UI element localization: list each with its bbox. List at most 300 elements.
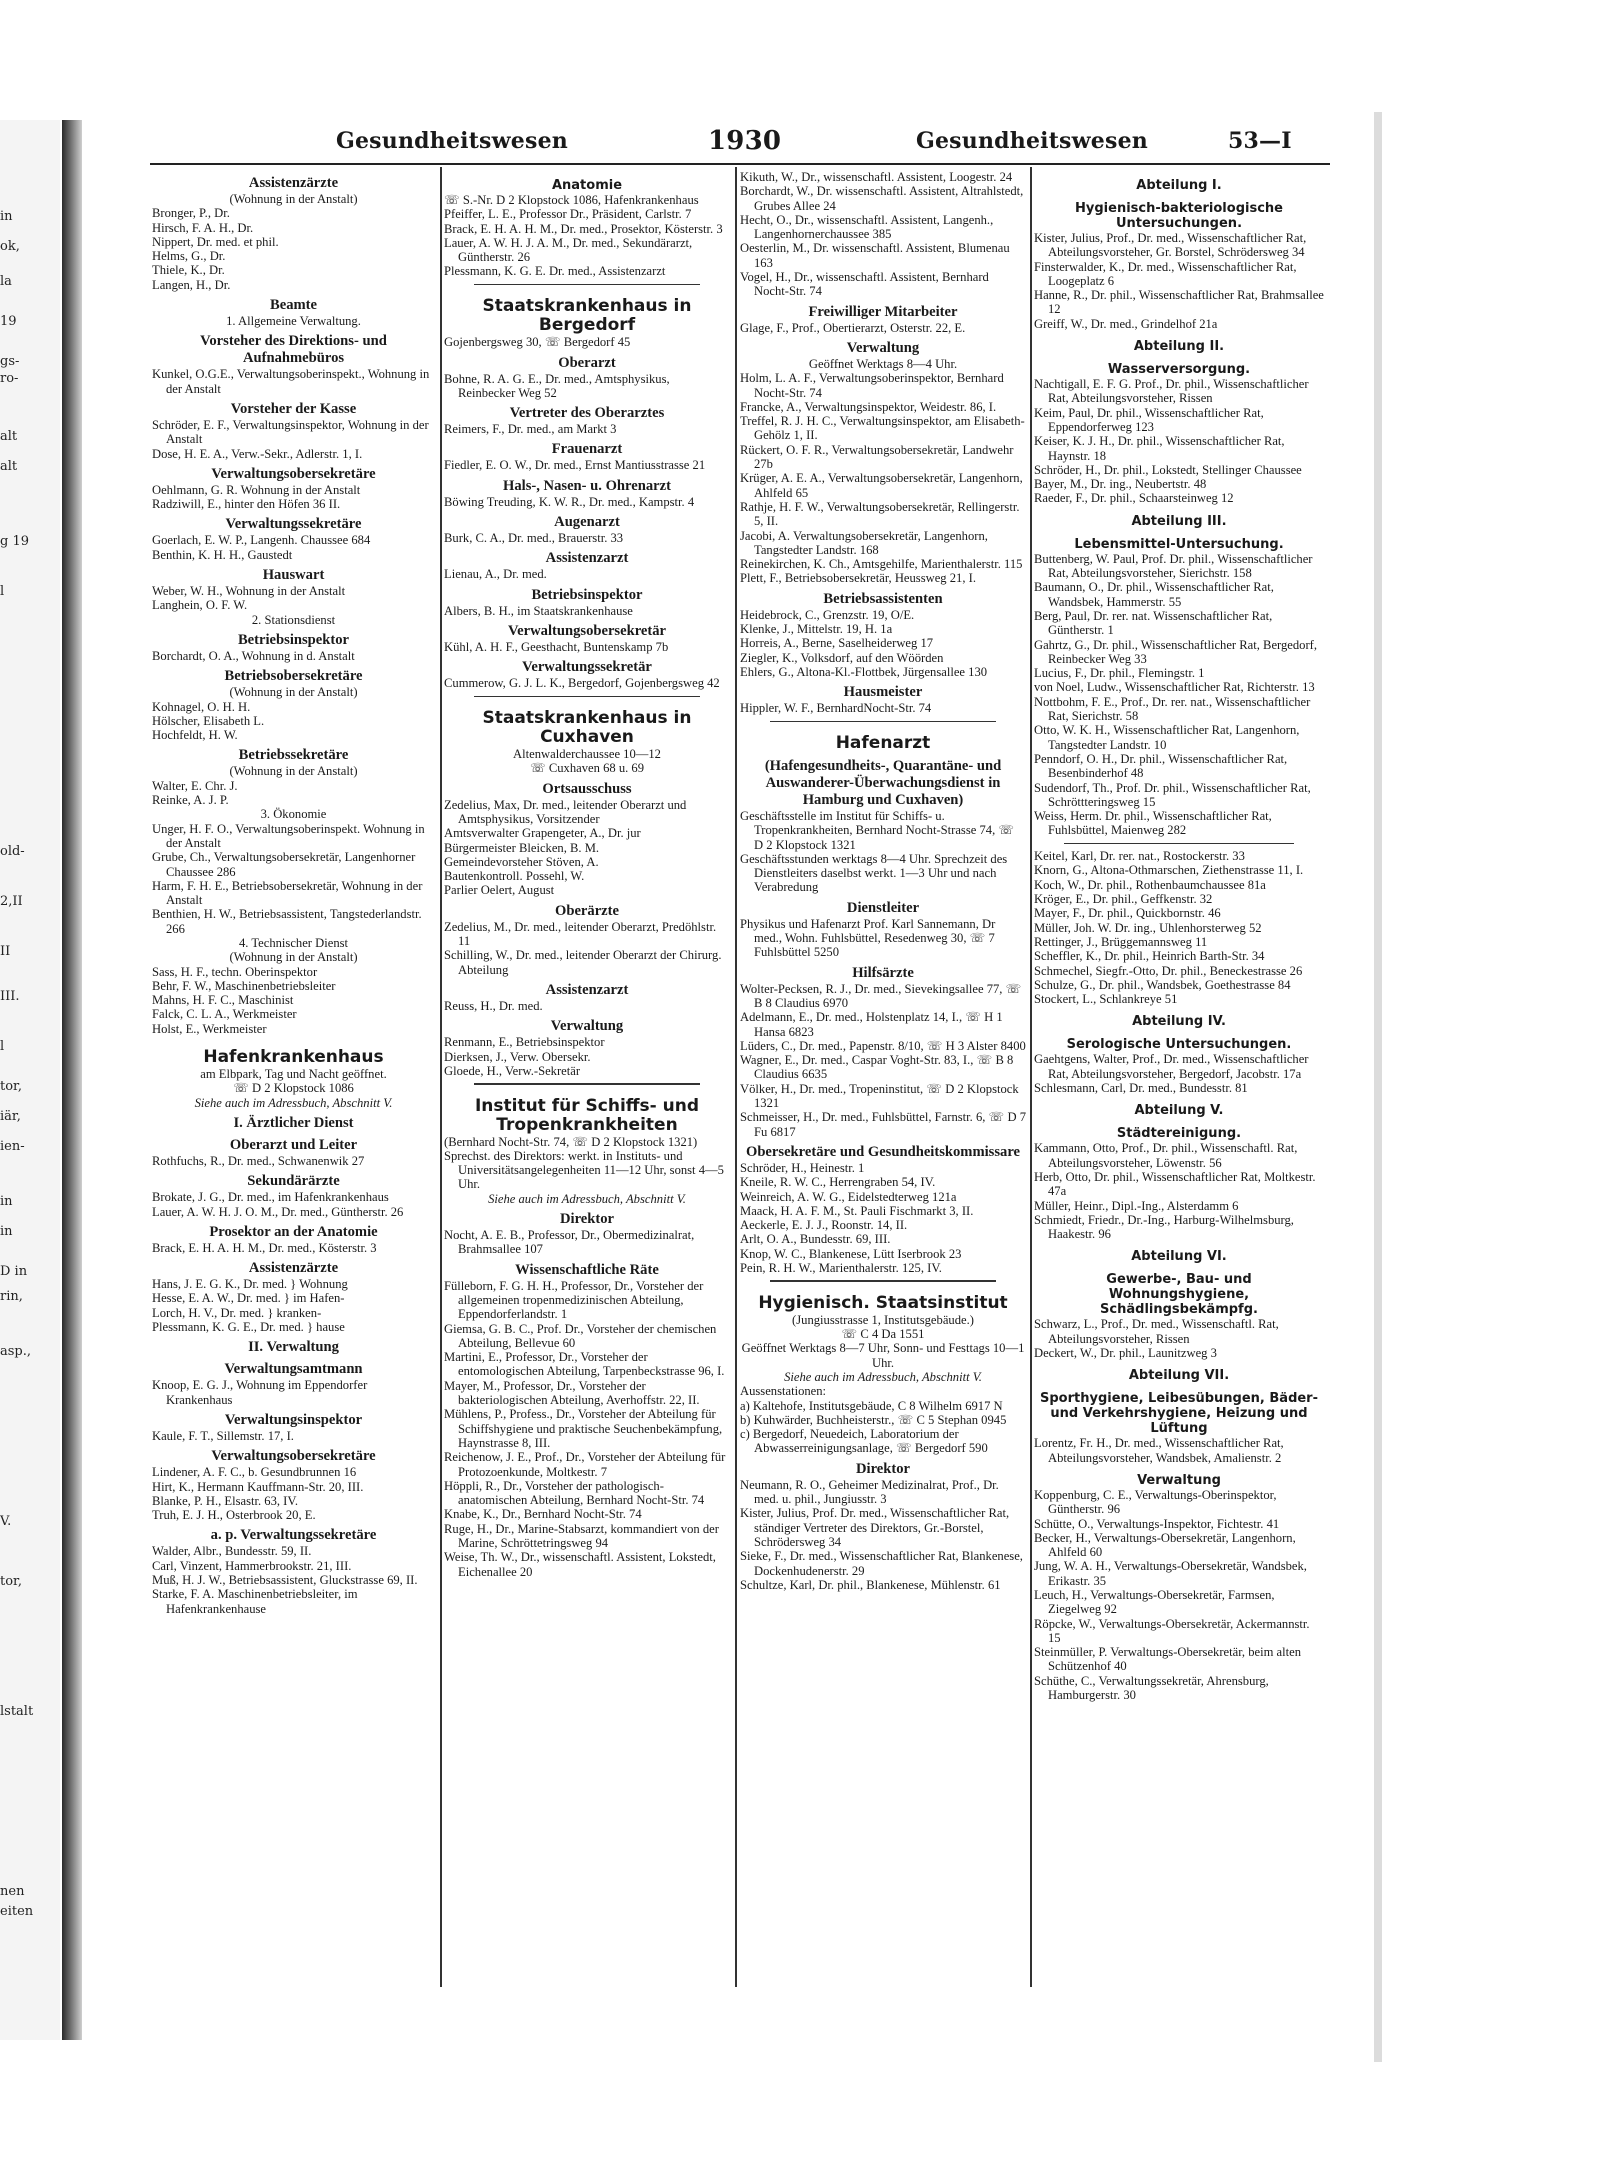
directory-entry: Gaehtgens, Walter, Prof., Dr. med., Wissenschaftlicher Rat, Abteilungsvorsteher, Bergedorf, Jacobstr. 17a <box>1034 1052 1309 1081</box>
margin-snippet: g 19 <box>0 535 29 549</box>
directory-entry: Reichenow, J. E., Prof., Dr., Vorsteher der Abteilung für Protozoenkunde, Moltkestr. 7 <box>444 1450 726 1479</box>
margin-snippet: rin, <box>0 1290 23 1304</box>
section-heading: Assistenzärzte <box>248 1260 339 1277</box>
center-note: ☏ D 2 Klopstock 1086 <box>233 1081 354 1096</box>
directory-entry: Gloede, H., Verw.-Sekretär <box>444 1063 581 1078</box>
directory-entry: Koch, W., Dr. phil., Rothenbaumchaussee 81a <box>1034 877 1266 892</box>
directory-entry: Vogel, H., Dr., wissenschaftl. Assistent, Bernhard Nocht-Str. 74 <box>740 270 989 299</box>
directory-entry: Hans, J. E. G. K., Dr. med. } Wohnung <box>152 1277 348 1292</box>
directory-entry: Müller, Joh. W. Dr. ing., Uhlenhorsterweg 52 <box>1034 920 1262 935</box>
section-subheading: (Wohnung in der Anstalt) <box>229 950 358 965</box>
directory-entry: Horreis, A., Berne, Saselheiderweg 17 <box>740 636 934 651</box>
directory-entry: Gojenbergsweg 30, ☏ Bergedorf 45 <box>444 335 631 350</box>
directory-entry: b) Kuhwärder, Buchheisterstr., ☏ C 5 Stephan 0945 <box>740 1412 1007 1427</box>
directory-entry: Raeder, F., Dr. phil., Schaarsteinweg 12 <box>1034 491 1234 506</box>
directory-entry: Sieke, F., Dr. med., Wissenschaftlicher Rat, Blankenese, Dockenhudenerstr. 29 <box>740 1549 1023 1578</box>
section-heading: Verwaltungssekretäre <box>225 516 362 533</box>
section-heading: Verwaltungsobersekretär <box>507 622 667 639</box>
margin-snippet: ien- <box>0 1140 25 1154</box>
directory-entry: Nachtigall, E. F. G. Prof., Dr. phil., Wissenschaftlicher Rat, Abteilungsvorsteher, Rissen <box>1034 377 1309 406</box>
section-heading: Ortsausschuss <box>542 780 632 797</box>
directory-entry: Böwing Treuding, K. W. R., Dr. med., Kampstr. 4 <box>444 494 695 509</box>
directory-entry: Lindener, A. F. C., b. Gesundbrunnen 16 <box>152 1465 357 1480</box>
margin-snippet: tor, <box>0 1575 22 1589</box>
directory-entry: Goerlach, E. W. P., Langenh. Chaussee 684 <box>152 533 371 548</box>
center-note: Geöffnet Werktags 8—7 Uhr, Sonn- und Festtags 10—1 Uhr. <box>741 1341 1025 1370</box>
margin-snippet: l <box>0 585 5 599</box>
institution-heading: Hygienisch. Staatsinstitut <box>758 1292 1008 1313</box>
directory-entry: Fülleborn, F. G. H. H., Professor, Dr., Vorsteher der allgemeinen tropenmedizinischen Abteilung, Eppendorferlandstr. 1 <box>444 1278 704 1322</box>
department-heading: Städtereinigung. <box>1116 1126 1242 1142</box>
directory-entry: Neumann, R. O., Geheimer Medizinalrat, Prof., Dr. med. u. phil., Jungiusstr. 3 <box>740 1477 999 1507</box>
section-subheading: 3. Ökonomie <box>260 807 327 822</box>
margin-snippet: in <box>0 1225 13 1239</box>
directory-entry: Heidebrock, C., Grenzstr. 19, O/E. <box>740 607 915 622</box>
directory-entry: Zedelius, M., Dr. med., leitender Oberarzt, Predöhlstr. 11 <box>444 919 717 949</box>
section-heading: Vorsteher des Direktions- und Aufnahmebüros <box>200 333 387 367</box>
margin-snippet: in <box>0 210 13 224</box>
section-heading: Wissenschaftliche Räte <box>515 1261 659 1278</box>
margin-snippet: 19 <box>0 315 17 329</box>
directory-entry: Langhein, O. F. W. <box>152 598 248 613</box>
directory-entry: Bayer, M., Dr. ing., Neubertstr. 48 <box>1034 477 1207 492</box>
margin-snippet: V. <box>0 1515 12 1529</box>
section-subheading: (Wohnung in der Anstalt) <box>229 685 358 700</box>
directory-entry: Becker, H., Verwaltungs-Obersekretär, Langenhorn, Ahlfeld 60 <box>1034 1530 1296 1560</box>
reference-note: Siehe auch im Adressbuch, Abschnitt V. <box>784 1370 982 1384</box>
directory-entry: Keitel, Karl, Dr. rer. nat., Rostockerstr. 33 <box>1034 849 1245 864</box>
directory-entry: Holst, E., Werkmeister <box>152 1021 267 1036</box>
reference-note: Siehe auch im Adressbuch, Abschnitt V. <box>488 1191 686 1206</box>
directory-entry: Aeckerle, E. J. J., Roonstr. 14, II. <box>740 1218 908 1233</box>
directory-entry: Blanke, P. H., Elsastr. 63, IV. <box>152 1493 298 1508</box>
directory-entry: Albers, B. H., im Staatskrankenhause <box>444 603 633 618</box>
directory-entry: Brack, E. H. A. H. M., Dr. med., Prosektor, Kösterstr. 3 <box>444 221 723 236</box>
section-heading: Betriebsassistenten <box>823 590 943 607</box>
column-4 <box>1034 170 1324 1990</box>
section-heading: Prosektor an der Anatomie <box>209 1223 378 1240</box>
directory-entry: ☏ S.-Nr. D 2 Klopstock 1086, Hafenkrankenhaus <box>444 193 699 207</box>
section-heading: Vorsteher der Kasse <box>230 400 357 417</box>
directory-entry: Borchardt, W., Dr. wissenschaftl. Assistent, Altrahlstedt, Grubes Allee 24 <box>740 184 1024 213</box>
margin-snippet: II <box>0 945 11 959</box>
directory-entry: Lüders, C., Dr. med., Papenstr. 8/10, ☏ H 3 Alster 8400 <box>740 1038 1026 1053</box>
directory-entry: Knorn, G., Altona-Othmarschen, Ziethenstrasse 11, I. <box>1034 863 1304 878</box>
directory-entry: Kunkel, O.G.E., Verwaltungsoberinspekt., Wohnung in der Anstalt <box>152 367 430 396</box>
directory-entry: Mayer, M., Professor, Dr., Vorsteher der bakteriologischen Abteilung, Averhoffstr. 22, II. <box>444 1378 700 1408</box>
directory-entry: Herb, Otto, Dr. phil., Wissenschaftlicher Rat, Moltkestr. 47a <box>1034 1169 1316 1199</box>
directory-entry: Sprechst. des Direktors: werkt. in Instituts- und Universitätsangelegenheiten 11—12 Uhr, sonst 4—5 Uhr. <box>444 1148 724 1192</box>
directory-entry: Knoop, E. G. J., Wohnung im Eppendorfer Krankenhaus <box>152 1378 368 1407</box>
directory-entry: a) Kaltehofe, Institutsgebäude, C 8 Wilhelm 6917 N <box>740 1398 1003 1413</box>
directory-entry: Weber, W. H., Wohnung in der Anstalt <box>152 584 346 599</box>
section-heading: Direktor <box>559 1211 615 1228</box>
directory-entry: Nocht, A. E. B., Professor, Dr., Obermedizinalrat, Brahmsallee 107 <box>444 1228 695 1257</box>
department-heading: Abteilung II. <box>1133 339 1225 355</box>
section-heading: Betriebssekretäre <box>238 747 349 764</box>
section-subheading: 1. Allgemeine Verwaltung. <box>226 314 361 329</box>
margin-snippet: asp., <box>0 1345 32 1359</box>
directory-entry: Hesse, E. A. W., Dr. med. } im Hafen- <box>152 1291 345 1306</box>
directory-entry: Schmechel, Siegfr.-Otto, Dr. phil., Beneckestrasse 26 <box>1034 963 1303 978</box>
center-note: ☏ C 4 Da 1551 <box>841 1327 925 1342</box>
directory-entry: Berg, Paul, Dr. rer. nat. Wissenschaftlicher Rat, Güntherstr. 1 <box>1034 608 1273 638</box>
ornament-rule <box>474 284 700 286</box>
directory-entry: Hanne, R., Dr. phil., Wissenschaftlicher Rat, Brahmsallee 12 <box>1034 288 1324 317</box>
directory-entry: Keim, Paul, Dr. phil., Wissenschaftlicher Rat, Eppendorferweg 123 <box>1034 405 1264 434</box>
directory-entry: Reinekirchen, K. Ch., Amtsgehilfe, Marienthalerstr. 115 <box>740 557 1023 572</box>
directory-entry: Fiedler, E. O. W., Dr. med., Ernst Mantiusstrasse 21 <box>444 458 706 473</box>
institution-heading: Hafenarzt <box>835 733 931 753</box>
directory-entry: Mayer, F., Dr. phil., Quickbornstr. 46 <box>1034 906 1221 921</box>
column-2 <box>444 170 730 1990</box>
ornament-rule <box>770 1280 996 1282</box>
margin-snippet: in <box>0 1195 13 1209</box>
directory-entry: Benthien, H. W., Betriebsassistent, Tangstederlandstr. 266 <box>152 907 422 936</box>
section-heading: Dienstleiter <box>846 899 920 916</box>
section-heading: Verwaltungssekretär <box>522 659 652 676</box>
header-left-title: Gesundheitswesen <box>336 128 568 154</box>
department-heading: Anatomie <box>551 178 623 193</box>
directory-entry: Schilling, W., Dr. med., leitender Oberarzt der Chirurg. Abteilung <box>444 948 722 977</box>
directory-entry: Amtsverwalter Grapengeter, A., Dr. jur <box>444 826 641 841</box>
directory-entry: Brokate, J. G., Dr. med., im Hafenkrankenhaus <box>152 1190 389 1205</box>
directory-entry: Steinmüller, P. Verwaltungs-Obersekretär, beim alten Schützenhof 40 <box>1034 1645 1302 1674</box>
directory-entry: Ruge, H., Dr., Marine-Stabsarzt, kommandiert von der Marine, Schröttetringsweg 94 <box>444 1521 719 1551</box>
column-1 <box>152 170 435 1990</box>
margin-snippet: old- <box>0 845 25 859</box>
institution-heading: Hafenkrankenhaus <box>203 1047 384 1068</box>
margin-snippet: 2,II <box>0 895 23 909</box>
directory-entry: Arlt, O. A., Bundesstr. 69, III. <box>740 1232 891 1247</box>
margin-snippet: III. <box>0 990 20 1004</box>
directory-entry: Starke, F. A. Maschinenbetriebsleiter, im Hafenkrankenhause <box>152 1587 358 1616</box>
directory-entry: (Bernhard Nocht-Str. 74, ☏ D 2 Klopstock 1321) <box>444 1134 698 1149</box>
department-heading: Wasserversorgung. <box>1107 362 1251 378</box>
directory-entry: Müller, Heinr., Dipl.-Ing., Alsterdamm 6 <box>1034 1198 1239 1213</box>
margin-snippet: l <box>0 1040 5 1054</box>
directory-entry: Finsterwalder, K., Dr. med., Wissenschaftlicher Rat, Loogeplatz 6 <box>1034 259 1297 288</box>
header-rule <box>150 163 1330 165</box>
directory-entry: Behr, F. W., Maschinenbetriebsleiter <box>152 978 336 993</box>
section-subheading: 4. Technischer Dienst <box>238 935 349 950</box>
directory-entry: Physikus und Hafenarzt Prof. Karl Sannemann, Dr med., Wohn. Fuhlsbüttel, Resedenweg 30, ☏ 7 Fuhlsbüttel 5250 <box>740 916 996 960</box>
directory-entry: Kikuth, W., Dr., wissenschaftl. Assistent, Loogestr. 24 <box>740 170 1013 184</box>
directory-entry: Otto, W. K. H., Wissenschaftlicher Rat, Langenhorn, Tangstedter Landstr. 10 <box>1034 723 1300 752</box>
section-heading: Obersekretäre und Gesundheitskommissare <box>745 1143 1021 1160</box>
directory-entry: Schütte, O., Verwaltungs-Inspektor, Fichtestr. 41 <box>1034 1516 1280 1531</box>
directory-entry: Sudendorf, Th., Prof. Dr. phil., Wissenschaftlicher Rat, Schröttteringsweg 15 <box>1034 780 1311 809</box>
directory-entry: Aussenstationen: <box>740 1384 827 1399</box>
directory-entry: Kammann, Otto, Prof., Dr. phil., Wissenschaftl. Rat, Abteilungsvorsteher, Löwenstr. 56 <box>1034 1141 1298 1170</box>
directory-entry: Rettinger, J., Brüggemannsweg 11 <box>1034 934 1208 949</box>
center-note: Altenwalderchaussee 10—12 <box>513 747 661 762</box>
directory-entry: Weinreich, A. W. G., Eidelstedterweg 121a <box>740 1189 957 1204</box>
directory-entry: Lorentz, Fr. H., Dr. med., Wissenschaftlicher Rat, Abteilungsvorsteher, Wandsbek, Amalienstr. 2 <box>1034 1436 1284 1465</box>
directory-entry: Adelmann, E., Dr. med., Holstenplatz 14, I., ☏ H 1 Hansa 6823 <box>740 1010 1003 1039</box>
directory-entry: Knop, W. C., Blankenese, Lütt Iserbrook 23 <box>740 1246 962 1261</box>
page-edge <box>1374 112 1382 2062</box>
directory-entry: Nippert, Dr. med. et phil. <box>152 234 279 249</box>
header-year: 1930 <box>708 126 782 156</box>
ornament-rule <box>770 721 996 723</box>
department-heading: Abteilung III. <box>1131 513 1227 529</box>
section-heading: Oberarzt <box>558 354 616 371</box>
directory-entry: Truh, E. J. H., Osterbrook 20, E. <box>152 1508 316 1523</box>
center-note: Geöffnet Werktags 8—4 Uhr. <box>808 356 958 371</box>
directory-entry: Kröger, E., Dr. phil., Geffkenstr. 32 <box>1034 892 1213 907</box>
header-right-title: Gesundheitswesen <box>916 128 1148 154</box>
department-heading: Abteilung VII. <box>1128 1368 1230 1384</box>
directory-entry: Plessmann, K. G. E. Dr. med., Assistenzarzt <box>444 264 666 279</box>
directory-entry: Kohnagel, O. H. H. <box>152 699 251 714</box>
directory-entry: Penndorf, O. H., Dr. phil., Wissenschaftlicher Rat, Besenbinderhof 48 <box>1034 751 1288 781</box>
section-heading: Hausmeister <box>843 684 923 701</box>
directory-entry: Giemsa, G. B. C., Prof. Dr., Vorsteher der chemischen Abteilung, Bellevue 60 <box>444 1321 717 1350</box>
directory-entry: Thiele, K., Dr. <box>152 263 225 278</box>
directory-entry: Schüthe, C., Verwaltungssekretär, Ahrensburg, Hamburgerstr. 30 <box>1034 1673 1269 1703</box>
column-rule-1 <box>440 167 442 1987</box>
directory-entry: Langen, H., Dr. <box>152 277 231 292</box>
ornament-rule <box>474 1083 700 1085</box>
ornament-rule <box>474 696 700 698</box>
directory-entry: Ziegler, K., Volksdorf, auf den Wöörden <box>740 650 944 665</box>
department-heading: Lebensmittel-Untersuchung. <box>1074 536 1284 552</box>
directory-entry: Rothfuchs, R., Dr. med., Schwanenwik 27 <box>152 1153 365 1168</box>
department-heading: Hygienisch-bakteriologische Untersuchungen. <box>1075 201 1283 231</box>
page-number: 53—I <box>1228 128 1292 154</box>
directory-entry: Schwarz, L., Prof., Dr. med., Wissenschaftl. Rat, Abteilungsvorsteher, Rissen <box>1034 1317 1279 1346</box>
section-heading: Verwaltung <box>846 339 920 356</box>
directory-entry: Helms, G., Dr. <box>152 249 226 264</box>
section-heading: (Hafengesundheits-, Quarantäne- und Auswanderer-Überwachungsdienst in Hamburg und Cuxhaven) <box>764 758 1002 808</box>
running-header <box>84 126 1374 160</box>
directory-entry: Oesterlin, M., Dr. wissenschaftl. Assistent, Blumenau 163 <box>740 241 1010 270</box>
directory-entry: Carl, Vinzent, Hammerbrookstr. 21, III. <box>152 1558 352 1573</box>
directory-entry: Cummerow, G. J. L. K., Bergedorf, Gojenbergsweg 42 <box>444 676 720 691</box>
directory-entry: Bronger, P., Dr. <box>152 206 230 221</box>
directory-entry: Reinke, A. J. P. <box>152 793 229 808</box>
directory-entry: Dierksen, J., Verw. Obersekr. <box>444 1049 591 1064</box>
section-heading: Verwaltungsobersekretäre <box>211 465 376 482</box>
directory-entry: Kister, Julius, Prof. Dr. med., Wissenschaftlicher Rat, ständiger Vertreter des Direktors, Gr.-Borstel, Schrödersweg 34 <box>740 1506 1010 1549</box>
section-heading: Oberarzt und Leiter <box>229 1136 358 1153</box>
directory-entry: Kister, Julius, Prof., Dr. med., Wissenschaftlicher Rat, Abteilungsvorsteher, Gr. Borstel, Schrödersweg 34 <box>1034 231 1307 260</box>
directory-entry: Bohne, R. A. G. E., Dr. med., Amtsphysikus, Reinbecker Weg 52 <box>444 371 670 400</box>
book-spine <box>62 120 82 2040</box>
directory-entry: Bautenkontroll. Possehl, W. <box>444 869 585 884</box>
section-subheading: (Wohnung in der Anstalt) <box>229 192 358 206</box>
department-heading: Serologische Untersuchungen. <box>1066 1037 1292 1053</box>
directory-entry: Lienau, A., Dr. med. <box>444 567 547 582</box>
section-heading: Vertreter des Oberarztes <box>509 405 665 422</box>
directory-entry: Hippler, W. F., BernhardNocht-Str. 74 <box>740 701 932 716</box>
directory-entry: Höppli, R., Dr., Vorsteher der pathologisch-anatomischen Abteilung, Bernhard Nocht-Str. 74 <box>444 1478 705 1508</box>
directory-entry: Klenke, J., Mittelstr. 19, H. 1a <box>740 622 893 637</box>
section-heading: Augenarzt <box>554 514 620 531</box>
directory-entry: Pfeiffer, L. E., Professor Dr., Präsident, Carlstr. 7 <box>444 207 692 222</box>
directory-entry: Walder, Albr., Bundesstr. 59, II. <box>152 1544 312 1559</box>
section-subheading: 2. Stationsdienst <box>251 612 336 627</box>
margin-snippet: tor, <box>0 1080 22 1094</box>
directory-entry: Borchardt, O. A., Wohnung in d. Anstalt <box>152 648 355 663</box>
directory-entry: Martini, E., Professor, Dr., Vorsteher der entomologischen Abteilung, Tarpenbeckstrasse 96, I. <box>444 1350 725 1379</box>
column-3 <box>740 170 1026 1990</box>
directory-entry: Hirt, K., Hermann Kauffmann-Str. 20, III. <box>152 1479 364 1494</box>
directory-entry: von Noel, Ludw., Wissenschaftlicher Rat, Richterstr. 13 <box>1034 680 1315 695</box>
directory-entry: Koppenburg, C. E., Verwaltungs-Oberinspektor, Güntherstr. 96 <box>1034 1487 1277 1517</box>
directory-entry: Renmann, E., Betriebsinspektor <box>444 1035 605 1050</box>
directory-entry: Geschäftsstelle im Institut für Schiffs- u. Tropenkrankheiten, Bernhard Nocht-Strasse 74, ☏ D 2 Klopstock 1321 <box>740 809 1015 852</box>
directory-entry: Hölscher, Elisabeth L. <box>152 713 265 728</box>
directory-entry: Gahrtz, G., Dr. phil., Wissenschaftlicher Rat, Bergedorf, Reinbecker Weg 33 <box>1034 637 1318 666</box>
directory-entry: Maack, H. A. F. M., St. Pauli Fischmarkt 3, II. <box>740 1203 974 1218</box>
department-heading: Abteilung I. <box>1136 178 1222 193</box>
directory-entry: Kaule, F. T., Sillemstr. 17, I. <box>152 1428 294 1443</box>
directory-entry: Francke, A., Verwaltungsinspektor, Weidestr. 86, I. <box>740 399 997 414</box>
margin-snippet: ro- <box>0 372 19 386</box>
directory-entry: c) Bergedorf, Neuedeich, Laboratorium der Abwasserreinigungsanlage, ☏ Bergedorf 590 <box>740 1427 988 1456</box>
directory-entry: Falck, C. L. A., Werkmeister <box>152 1007 297 1022</box>
directory-entry: Lorch, H. V., Dr. med. } kranken- <box>152 1305 322 1320</box>
directory-entry: Reimers, F., Dr. med., am Markt 3 <box>444 422 617 437</box>
section-heading: Hals-, Nasen- u. Ohrenarzt <box>503 477 671 494</box>
directory-entry: Buttenberg, W. Paul, Prof. Dr. phil., Wissenschaftlicher Rat, Abteilungsvorsteher, Sierichstr. 158 <box>1034 551 1313 581</box>
directory-entry: Krüger, A. E. A., Verwaltungsobersekretär, Langenhorn, Ahlfeld 65 <box>740 471 1023 500</box>
section-heading: Betriebsobersekretäre <box>224 668 363 685</box>
directory-entry: Schröder, H., Dr. phil., Lokstedt, Stellinger Chaussee <box>1034 462 1302 477</box>
directory-entry: Radziwill, E., hinter den Höfen 36 II. <box>152 497 341 512</box>
department-heading: Verwaltung <box>1137 1472 1221 1488</box>
institution-heading: Staatskrankenhaus in Cuxhaven <box>482 708 692 748</box>
directory-entry: Schlesmann, Carl, Dr. med., Bundesstr. 81 <box>1034 1081 1248 1096</box>
directory-entry: Grube, Ch., Verwaltungsobersekretär, Langenhorner Chaussee 286 <box>152 850 416 879</box>
directory-entry: Geschäftsstunden werktags 8—4 Uhr. Sprechzeit des Dienstleiters daselbst werkt. 1—3 Uhr und nach Verabredung <box>740 851 1008 895</box>
directory-entry: Wolter-Pecksen, R. J., Dr. med., Sievekingsallee 77, ☏ B 8 Claudius 6970 <box>740 981 1022 1010</box>
directory-entry: Kneile, R. W. C., Herrengraben 54, IV. <box>740 1175 936 1190</box>
section-heading: Assistenzärzte <box>248 175 339 191</box>
directory-entry: Nottbohm, F. E., Prof., Dr. rer. nat., Wissenschaftlicher Rat, Sierichstr. 58 <box>1034 694 1311 724</box>
department-heading: Gewerbe-, Bau- und Wohnungshygiene, Schädlingsbekämpfg. <box>1100 1272 1258 1318</box>
margin-snippet: gs- <box>0 355 20 369</box>
department-heading: Abteilung V. <box>1134 1103 1224 1119</box>
directory-entry: Deckert, W., Dr. phil., Launitzweg 3 <box>1034 1346 1217 1361</box>
directory-entry: Völker, H., Dr. med., Tropeninstitut, ☏ D 2 Klopstock 1321 <box>740 1081 1019 1111</box>
directory-entry: Schröder, H., Heinestr. 1 <box>740 1160 865 1175</box>
directory-entry: Benthin, K. H. H., Gaustedt <box>152 547 293 562</box>
section-heading: Direktor <box>855 1460 911 1477</box>
directory-entry: Burk, C. A., Dr. med., Brauerstr. 33 <box>444 531 624 546</box>
directory-entry: Hecht, O., Dr., wissenschaftl. Assistent, Langenh., Langenhornerchaussee 385 <box>740 212 994 242</box>
directory-entry: Mahns, H. F. C., Maschinist <box>152 993 294 1008</box>
directory-entry: Gemeindevorsteher Stöven, A. <box>444 854 599 869</box>
directory-entry: Brack, E. H. A. H. M., Dr. med., Kösterstr. 3 <box>152 1240 377 1255</box>
column-rule-2 <box>735 167 737 1987</box>
directory-entry: Treffel, R. J. H. C., Verwaltungsinspektor, am Elisabeth-Gehölz 1, II. <box>740 414 1025 443</box>
department-heading: Abteilung IV. <box>1132 1014 1226 1030</box>
section-heading: Betriebsinspektor <box>237 631 350 648</box>
margin-snippet: la <box>0 275 12 289</box>
reference-note: Siehe auch im Adressbuch, Abschnitt V. <box>194 1095 393 1110</box>
directory-entry: Greiff, W., Dr. med., Grindelhof 21a <box>1034 316 1218 331</box>
directory-entry: Wagner, E., Dr. med., Caspar Voght-Str. 83, I., ☏ B 8 Claudius 6635 <box>740 1053 1014 1082</box>
section-heading: II. Verwaltung <box>248 1339 339 1356</box>
center-note: (Jungiusstrasse 1, Institutsgebäude.) <box>792 1312 974 1327</box>
directory-entry: Pein, R. H. W., Marienthalerstr. 125, IV. <box>740 1261 942 1276</box>
directory-entry: Glage, F., Prof., Obertierarzt, Osterstr. 22, E. <box>740 320 966 335</box>
section-heading: Oberärzte <box>554 902 619 919</box>
directory-entry: Rückert, O. F. R., Verwaltungsobersekretär, Landwehr 27b <box>740 442 1014 472</box>
directory-entry: Plett, F., Betriebsobersekretär, Heussweg 21, I. <box>740 571 976 586</box>
directory-entry: Schmeisser, H., Dr. med., Fuhlsbüttel, Farnstr. 6, ☏ D 7 Fu 6817 <box>740 1110 1026 1139</box>
directory-entry: Ehlers, G., Altona-Kl.-Flottbek, Jürgensallee 130 <box>740 664 988 679</box>
directory-entry: Plessmann, K. G. E., Dr. med. } hause <box>152 1320 345 1335</box>
department-heading: Abteilung VI. <box>1131 1249 1227 1265</box>
directory-entry: Bürgermeister Bleicken, B. M. <box>444 840 600 855</box>
directory-entry: Scheffler, K., Dr. phil., Heinrich Barth-Str. 34 <box>1034 949 1265 964</box>
section-heading: Assistenzarzt <box>545 550 629 567</box>
section-heading: Betriebsinspektor <box>531 586 643 603</box>
margin-snippet: alt <box>0 430 18 444</box>
section-subheading: (Wohnung in der Anstalt) <box>229 764 358 779</box>
directory-entry: Lauer, A. W. H. J. O. M., Dr. med., Güntherstr. 26 <box>152 1204 404 1219</box>
directory-entry: Schultze, Karl, Dr. phil., Blankenese, Mühlenstr. 61 <box>740 1577 1001 1592</box>
directory-entry: Reuss, H., Dr. med. <box>444 998 543 1013</box>
section-heading: Beamte <box>269 297 317 314</box>
directory-entry: Röpcke, W., Verwaltungs-Obersekretär, Ackermannstr. 15 <box>1034 1616 1310 1645</box>
directory-entry: Harm, F. H. E., Betriebsobersekretär, Wohnung in der Anstalt <box>152 878 423 908</box>
directory-entry: Schröder, E. F., Verwaltungsinspektor, Wohnung in der Anstalt <box>152 417 429 447</box>
directory-entry: Dose, H. E. A., Verw.-Sekr., Adlerstr. 1, I. <box>152 446 363 461</box>
directory-entry: Keiser, K. J. H., Dr. phil., Wissenschaftlicher Rat, Haynstr. 18 <box>1034 434 1285 463</box>
section-heading: Verwaltungsinspektor <box>224 1411 363 1428</box>
directory-entry: Walter, E. Chr. J. <box>152 778 238 793</box>
directory-entry: Sass, H. F., techn. Oberinspektor <box>152 964 318 979</box>
margin-snippet: alt <box>0 460 18 474</box>
margin-snippet: eiten <box>0 1905 34 1919</box>
institution-heading: Institut für Schiffs- und Tropenkrankheiten <box>474 1095 700 1135</box>
margin-snippet: lstalt <box>0 1705 34 1719</box>
directory-entry: Oehlmann, G. R. Wohnung in der Anstalt <box>152 482 361 497</box>
section-heading: I. Ärztlicher Dienst <box>233 1114 354 1131</box>
section-heading: Sekundärärzte <box>247 1173 340 1190</box>
section-heading: Frauenarzt <box>551 441 623 458</box>
margin-snippet: D in <box>0 1265 28 1279</box>
directory-entry: Stockert, L., Schlankreye 51 <box>1034 992 1178 1007</box>
directory-entry: Schulze, G., Dr. phil., Wandsbek, Goethestrasse 84 <box>1034 977 1291 992</box>
directory-entry: Unger, H. F. O., Verwaltungsoberinspekt. Wohnung in der Anstalt <box>152 821 425 850</box>
section-heading: Freiwilliger Mitarbeiter <box>808 303 958 320</box>
directory-entry: Holm, L. A. F., Verwaltungsoberinspektor, Bernhard Nocht-Str. 74 <box>740 371 1004 400</box>
directory-entry: Jacobi, A. Verwaltungsobersekretär, Langenhorn, Tangstedter Landstr. 168 <box>740 528 988 557</box>
column-rule-3 <box>1030 167 1032 1987</box>
ornament-rule <box>1064 843 1294 845</box>
section-heading: a. p. Verwaltungssekretäre <box>210 1527 377 1544</box>
directory-entry: Schmiedt, Friedr., Dr.-Ing., Harburg-Wilhelmsburg, Haakestr. 96 <box>1034 1212 1294 1242</box>
directory-entry: Hochfeldt, H. W. <box>152 728 238 743</box>
directory-entry: Jung, W. A. H., Verwaltungs-Obersekretär, Wandsbek, Erikastr. 35 <box>1034 1559 1307 1588</box>
directory-entry: Parlier Oelert, August <box>444 883 555 898</box>
margin-snippet: iär, <box>0 1110 21 1124</box>
department-heading: Sporthygiene, Leibesübungen, Bäder- und Verkehrshygiene, Heizung und Lüftung <box>1039 1391 1318 1437</box>
section-heading: Assistenzarzt <box>545 981 629 998</box>
directory-entry: Baumann, O., Dr. phil., Wissenschaftlicher Rat, Wandsbek, Hammerstr. 55 <box>1034 580 1274 609</box>
directory-entry: Hirsch, F. A. H., Dr. <box>152 220 254 235</box>
section-heading: Verwaltung <box>550 1018 624 1035</box>
directory-entry: Knabe, K., Dr., Bernhard Nocht-Str. 74 <box>444 1507 642 1522</box>
section-heading: Verwaltungsamtmann <box>224 1361 363 1378</box>
center-note: ☏ Cuxhaven 68 u. 69 <box>529 761 645 776</box>
